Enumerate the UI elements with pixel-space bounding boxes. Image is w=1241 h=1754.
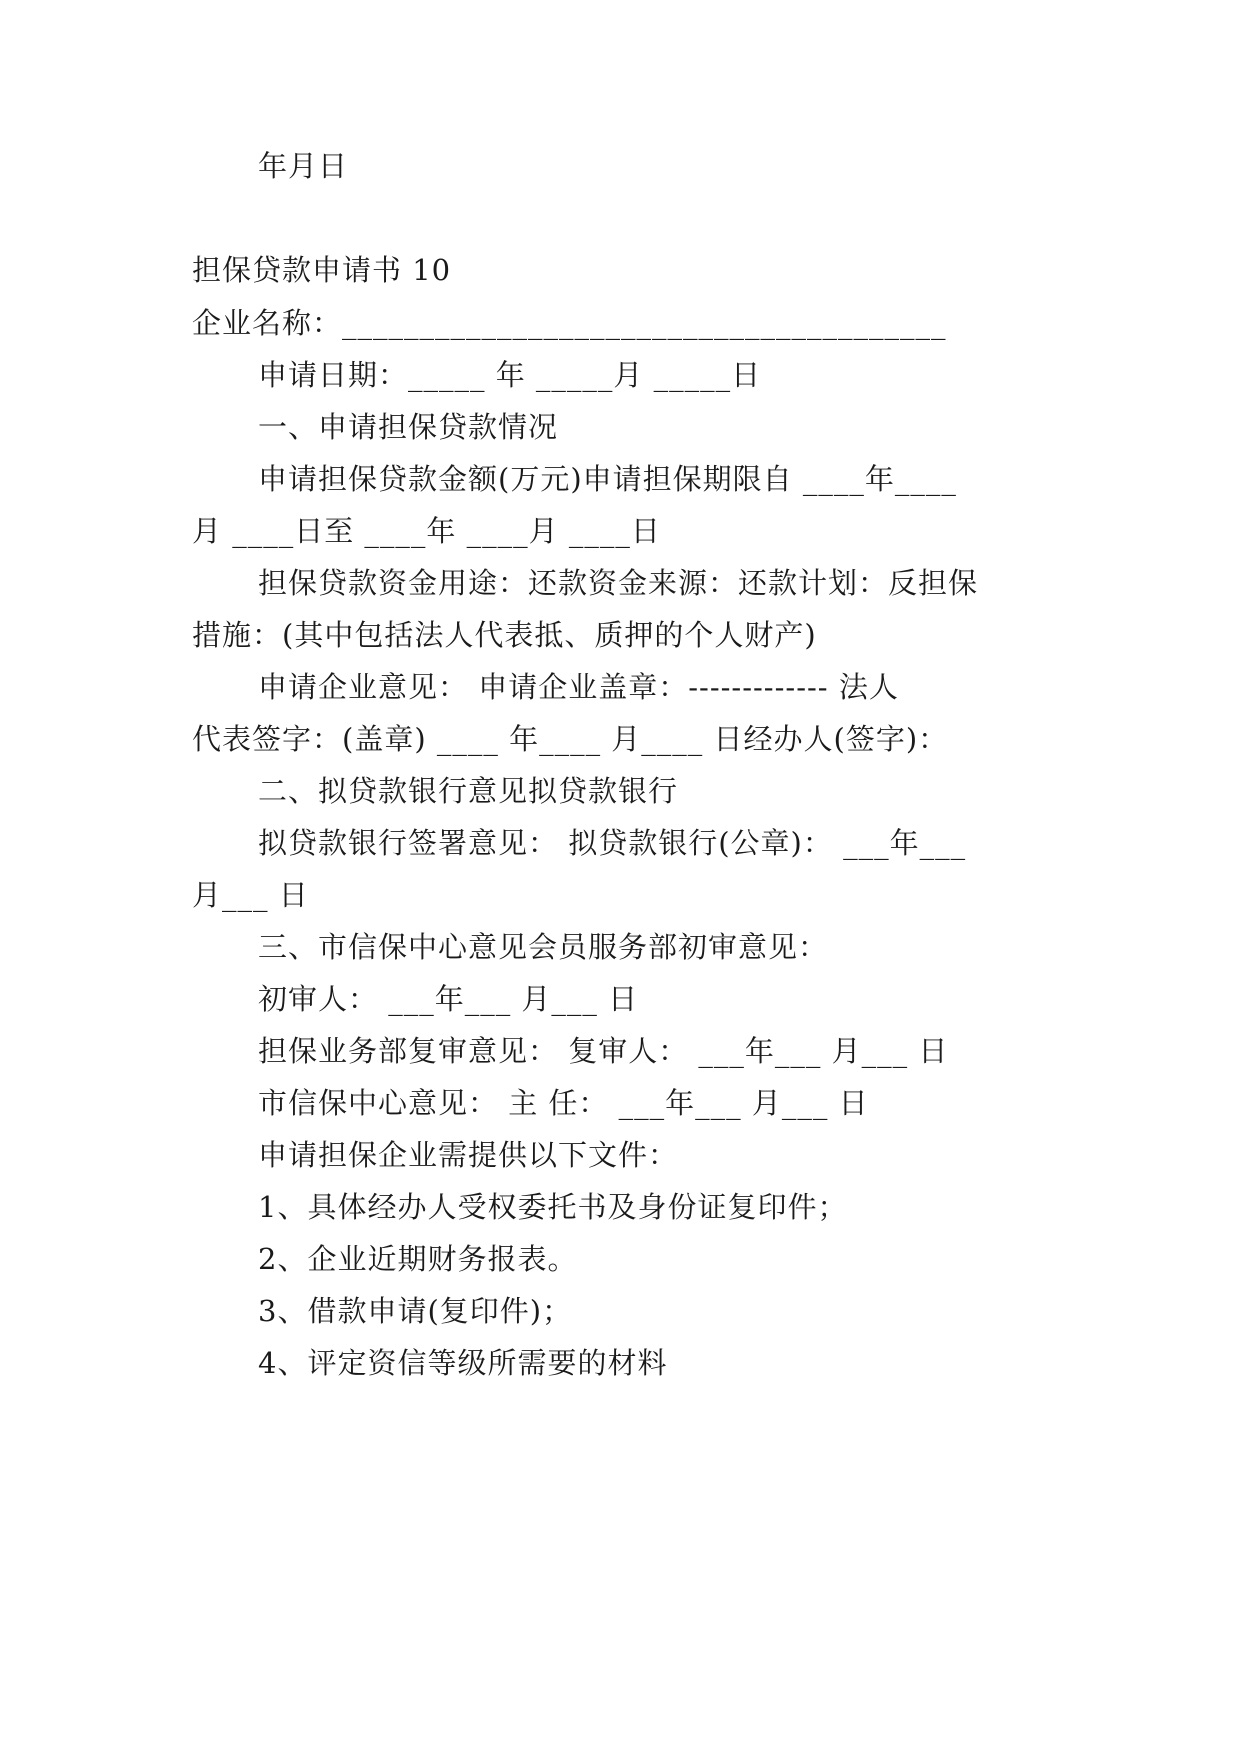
company-name-line: 企业名称：_______________________________________	[192, 306, 947, 340]
date-line: 年月日	[258, 149, 349, 183]
list-item: 2、企业近期财务报表。	[258, 1242, 578, 1276]
application-date-line: 申请日期：_____ 年 _____月 _____日	[258, 358, 762, 392]
section-heading-2: 二、拟贷款银行意见拟贷款银行	[258, 774, 679, 808]
loan-period-line: 月 ____日至 ____年 ____月 ____日	[192, 514, 661, 548]
loan-amount-line: 申请担保贷款金额(万元)申请担保期限自 ____年____	[258, 462, 957, 496]
second-review-line: 担保业务部复审意见： 复审人： ___年___ 月___ 日	[258, 1034, 949, 1068]
section-heading-1: 一、申请担保贷款情况	[258, 410, 559, 444]
required-documents-heading: 申请担保企业需提供以下文件：	[258, 1138, 679, 1172]
list-item: 3、借款申请(复印件)；	[258, 1294, 573, 1328]
list-item: 4、评定资信等级所需要的材料	[258, 1346, 668, 1380]
list-item: 1、具体经办人受权委托书及身份证复印件；	[258, 1190, 848, 1224]
bank-opinion-line: 拟贷款银行签署意见： 拟贷款银行(公章)： ___年___	[258, 826, 967, 860]
counter-guarantee-line: 措施：(其中包括法人代表抵、质押的个人财产)	[192, 618, 817, 652]
document-title: 担保贷款申请书 10	[192, 253, 452, 287]
representative-signature-line: 代表签字：(盖章) ____ 年____ 月____ 日经办人(签字)：	[192, 722, 949, 756]
bank-date-line: 月___ 日	[192, 878, 309, 912]
company-opinion-line: 申请企业意见： 申请企业盖章：------------- 法人	[258, 670, 899, 704]
center-opinion-line: 市信保中心意见： 主 任： ___年___ 月___ 日	[258, 1086, 869, 1120]
loan-purpose-line: 担保贷款资金用途：还款资金来源：还款计划：反担保	[258, 566, 979, 600]
section-heading-3: 三、市信保中心意见会员服务部初审意见：	[258, 930, 829, 964]
first-reviewer-line: 初审人： ___年___ 月___ 日	[258, 982, 639, 1016]
